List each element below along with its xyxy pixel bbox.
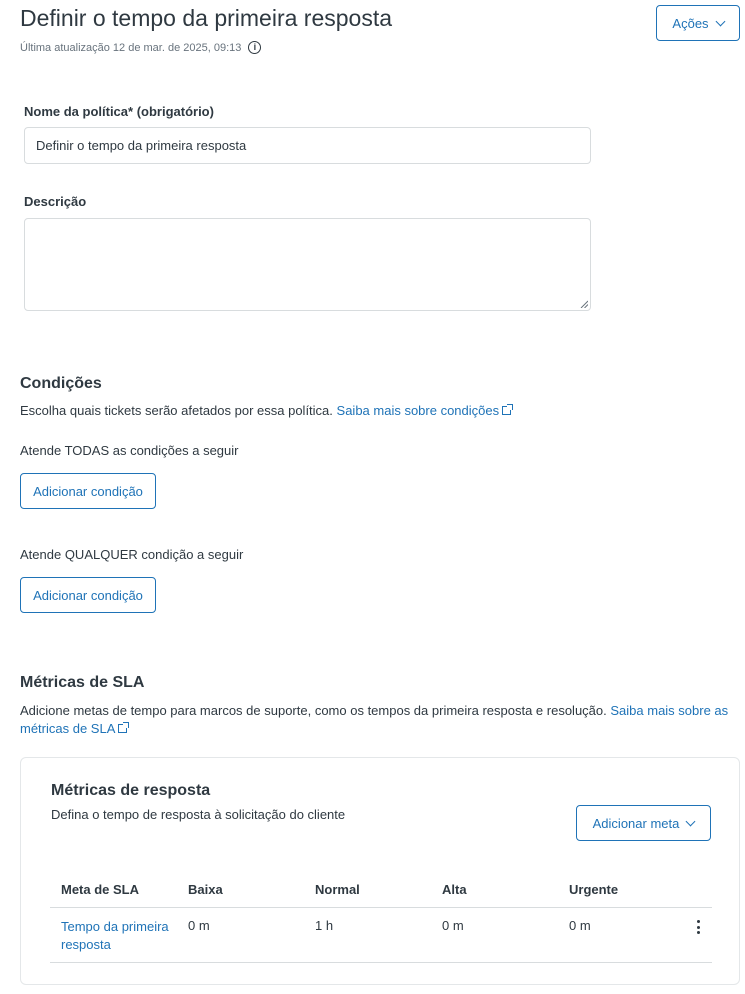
response-metrics-title: Métricas de resposta (51, 782, 211, 799)
chevron-down-icon (715, 16, 725, 26)
page-title: Definir o tempo da primeira resposta (20, 5, 392, 31)
sla-goal-link[interactable] (61, 918, 169, 954)
sla-goal-name-line1: Tempo da primeira (61, 919, 169, 934)
description-label: Descrição (24, 194, 87, 209)
column-header-high: Alta (442, 882, 467, 897)
sla-learn-more-link-cont[interactable] (20, 721, 127, 736)
sla-description-line2 (20, 720, 728, 738)
actions-button-label: Ações (672, 15, 709, 31)
add-condition-label: Adicionar condição (33, 483, 143, 499)
response-metrics-subtitle: Defina o tempo de resposta à solicitação do cliente (51, 807, 346, 822)
sla-learn-more-link[interactable]: Saiba mais sobre as (610, 703, 729, 718)
add-goal-button[interactable] (576, 805, 711, 841)
actions-button[interactable] (656, 5, 740, 41)
sla-goal-name-line2: resposta (61, 937, 111, 952)
value-low: 0 m (188, 918, 210, 933)
conditions-learn-more-link[interactable] (337, 403, 512, 418)
value-urgent: 0 m (569, 918, 591, 933)
add-condition-label: Adicionar condição (33, 587, 143, 603)
description-textarea[interactable] (24, 218, 591, 311)
column-header-normal: Normal (315, 882, 360, 897)
external-link-icon (502, 406, 511, 415)
external-link-icon (118, 724, 127, 733)
sla-learn-more-text: métricas de SLA (20, 721, 116, 736)
column-header-low: Baixa (188, 882, 223, 897)
value-high: 0 m (442, 918, 464, 933)
resize-handle-icon[interactable] (580, 300, 588, 308)
sla-metrics-description (20, 702, 728, 738)
add-any-condition-button[interactable] (20, 577, 156, 613)
all-conditions-label: Atende TODAS as condições a seguir (20, 443, 239, 458)
sla-description-line1 (20, 702, 728, 720)
any-conditions-label: Atende QUALQUER condição a seguir (20, 547, 244, 562)
column-header-urgent: Urgente (569, 882, 619, 897)
conditions-description-text: Escolha quais tickets serão afetados por essa política. (20, 403, 333, 418)
policy-name-label: Nome da política* (obrigatório) (24, 104, 214, 119)
last-updated (20, 41, 261, 54)
sla-metrics-title: Métricas de SLA (20, 674, 145, 691)
response-metrics-panel (20, 757, 740, 985)
policy-name-input[interactable]: Definir o tempo da primeira resposta (24, 127, 591, 164)
sla-description-text: Adicione metas de tempo para marcos de suporte, como os tempos da primeira resposta e resolução. (20, 703, 607, 718)
last-updated-text: Última atualização 12 de mar. de 2025, 09:13 (20, 41, 242, 54)
chevron-down-icon (686, 816, 696, 826)
add-goal-label: Adicionar meta (592, 815, 680, 831)
row-options-icon[interactable] (689, 918, 707, 936)
value-normal: 1 h (315, 918, 334, 933)
conditions-description (20, 403, 511, 418)
info-icon[interactable]: i (248, 41, 261, 54)
column-header-sla-goal: Meta de SLA (61, 882, 140, 897)
table-header-divider (50, 907, 712, 908)
table-row-divider (50, 962, 712, 963)
conditions-title: Condições (20, 375, 102, 392)
add-all-condition-button[interactable] (20, 473, 156, 509)
conditions-learn-more-text: Saiba mais sobre condições (336, 403, 500, 418)
